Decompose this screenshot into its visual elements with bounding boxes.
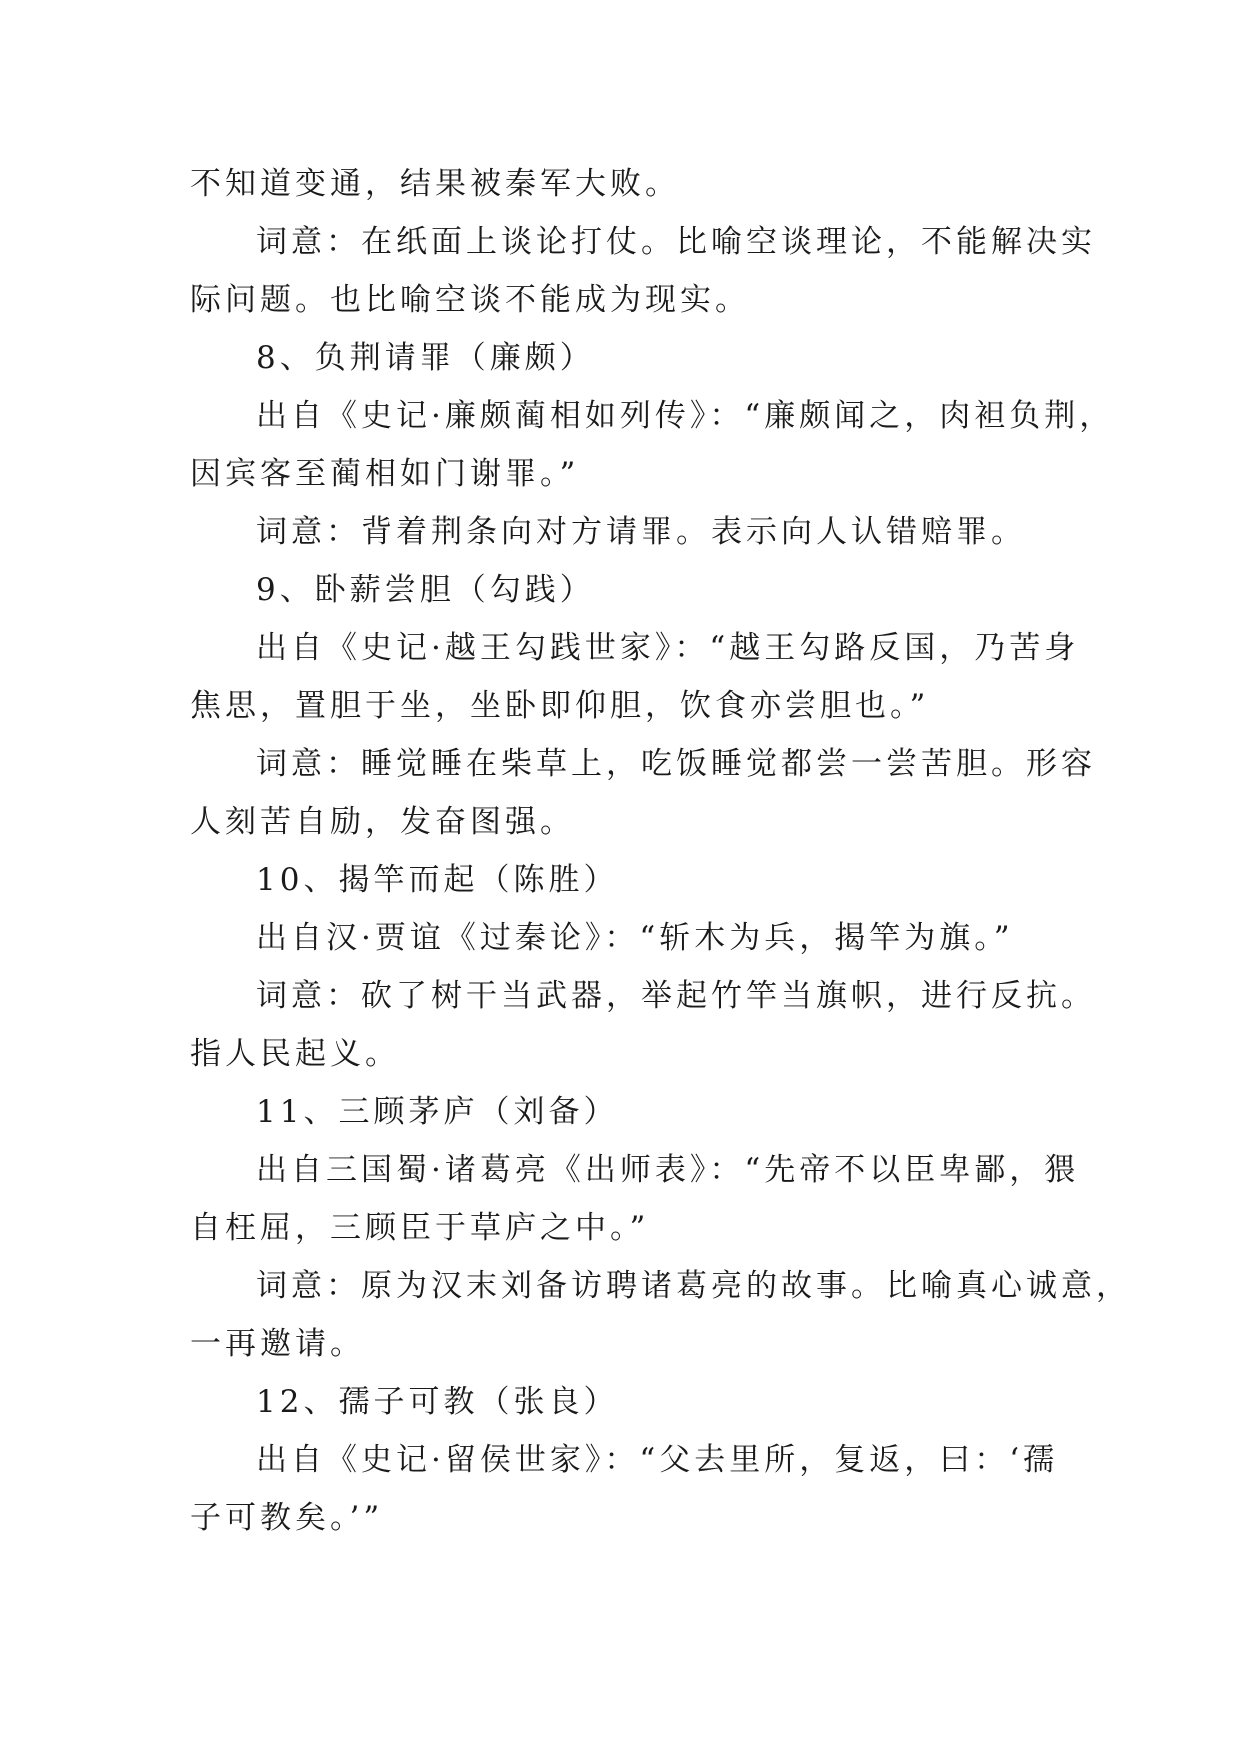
text-line: 词意：砍了树干当武器，举起竹竿当旗帜，进行反抗。	[256, 978, 1096, 1014]
idiom-heading: 8、负荆请罪（廉颇）	[256, 340, 595, 376]
document-body	[190, 155, 1131, 1547]
text-line: 子可教矣。’”	[190, 1500, 384, 1536]
text-line: 际问题。也比喻空谈不能成为现实。	[190, 282, 750, 318]
idiom-heading: 10、揭竿而起（陈胜）	[256, 862, 619, 898]
text-line: 焦思，置胆于坐，坐卧即仰胆，饮食亦尝胆也。”	[190, 688, 930, 724]
text-line: 一再邀请。	[190, 1326, 365, 1362]
text-line: 词意：背着荆条向对方请罪。表示向人认错赔罪。	[256, 514, 1026, 550]
text-line: 因宾客至蔺相如门谢罪。”	[190, 456, 580, 492]
text-line: 出自汉·贾谊《过秦论》：“斩木为兵，揭竿为旗。”	[256, 920, 1014, 956]
text-line: 词意：原为汉末刘备访聘诸葛亮的故事。比喻真心诚意，	[256, 1268, 1131, 1304]
text-line: 出自三国蜀·诸葛亮《出师表》：“先帝不以臣卑鄙，猥	[256, 1152, 1080, 1188]
idiom-heading: 11、三顾茅庐（刘备）	[256, 1094, 619, 1130]
text-line: 出自《史记·留侯世家》：“父去里所，复返，曰：‘孺	[256, 1442, 1059, 1478]
text-line: 不知道变通，结果被秦军大败。	[190, 166, 680, 202]
text-line: 词意：睡觉睡在柴草上，吃饭睡觉都尝一尝苦胆。形容	[256, 746, 1096, 782]
idiom-heading: 12、孺子可教（张良）	[256, 1384, 619, 1420]
text-line: 词意：在纸面上谈论打仗。比喻空谈理论，不能解决实	[256, 224, 1096, 260]
text-line: 自枉屈，三顾臣于草庐之中。”	[190, 1210, 650, 1246]
text-line: 出自《史记·廉颇蔺相如列传》：“廉颇闻之，肉袒负荆，	[256, 398, 1115, 434]
text-line: 指人民起义。	[190, 1036, 400, 1072]
idiom-heading: 9、卧薪尝胆（勾践）	[256, 572, 595, 608]
text-line: 人刻苦自励，发奋图强。	[190, 804, 575, 840]
text-line: 出自《史记·越王勾践世家》：“越王勾路反国，乃苦身	[256, 630, 1080, 666]
